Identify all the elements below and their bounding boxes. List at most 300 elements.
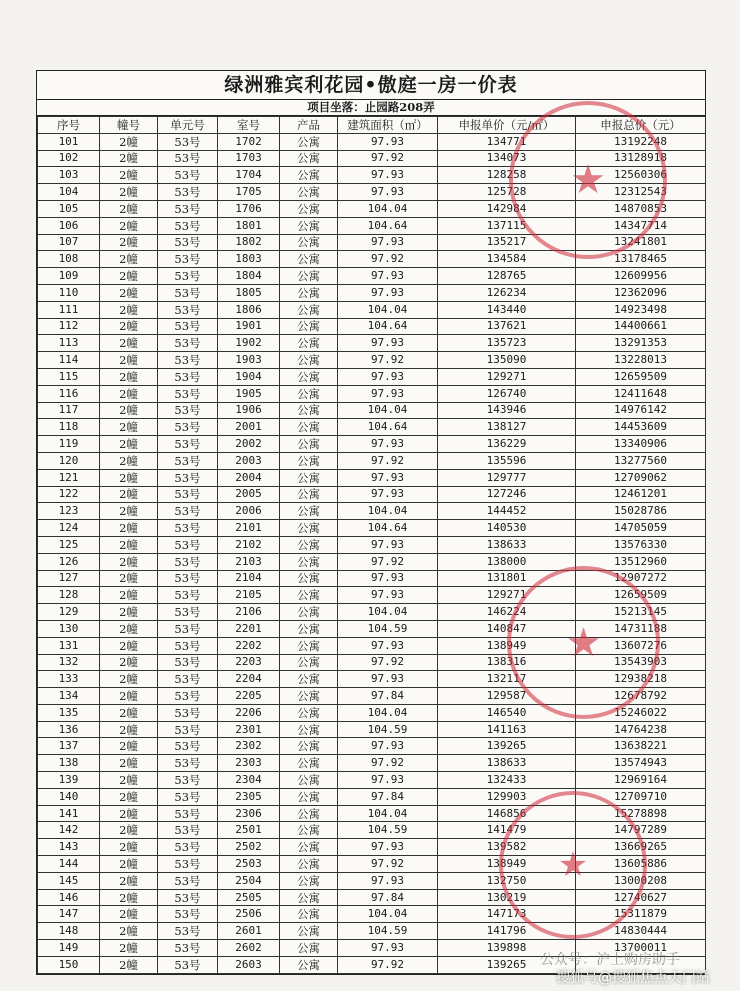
table-cell: 2幢	[100, 368, 158, 385]
table-cell: 139582	[438, 839, 576, 856]
table-cell: 1702	[218, 133, 280, 150]
table-cell: 97.93	[338, 436, 438, 453]
table-cell: 53号	[158, 251, 218, 268]
wechat-watermark: 公众号：沪上购房助手	[540, 952, 680, 968]
table-cell: 138000	[438, 553, 576, 570]
table-cell: 14797289	[576, 822, 706, 839]
table-cell: 13128918	[576, 150, 706, 167]
table-cell: 2幢	[100, 486, 158, 503]
table-cell: 12411648	[576, 385, 706, 402]
table-cell: 13192248	[576, 133, 706, 150]
table-cell: 2003	[218, 452, 280, 469]
table-cell: 53号	[158, 352, 218, 369]
table-cell: 53号	[158, 587, 218, 604]
table-cell: 公寓	[280, 301, 338, 318]
table-cell: 2幢	[100, 839, 158, 856]
table-cell: 97.93	[338, 570, 438, 587]
column-header: 序号	[38, 117, 100, 134]
table-cell: 公寓	[280, 184, 338, 201]
table-cell: 15246022	[576, 704, 706, 721]
column-header: 申报单价（元/㎡）	[438, 117, 576, 134]
table-cell: 13000208	[576, 872, 706, 889]
table-cell: 53号	[158, 284, 218, 301]
table-cell: 53号	[158, 755, 218, 772]
table-cell: 13543903	[576, 654, 706, 671]
table-cell: 2103	[218, 553, 280, 570]
table-cell: 53号	[158, 721, 218, 738]
table-cell: 公寓	[280, 368, 338, 385]
table-cell: 53号	[158, 536, 218, 553]
table-cell: 146540	[438, 704, 576, 721]
table-cell: 53号	[158, 234, 218, 251]
table-cell: 97.92	[338, 956, 438, 973]
table-row	[38, 704, 706, 721]
table-cell: 2幢	[100, 604, 158, 621]
table-cell: 1706	[218, 200, 280, 217]
table-cell: 143440	[438, 301, 576, 318]
table-cell: 127	[38, 570, 100, 587]
table-cell: 1902	[218, 335, 280, 352]
table-cell: 135	[38, 704, 100, 721]
table-cell: 104.04	[338, 503, 438, 520]
table-cell: 14347714	[576, 217, 706, 234]
table-cell: 150	[38, 956, 100, 973]
table-cell: 120	[38, 452, 100, 469]
table-cell: 公寓	[280, 436, 338, 453]
table-row	[38, 822, 706, 839]
table-cell: 104.64	[338, 318, 438, 335]
table-cell: 138316	[438, 654, 576, 671]
table-cell: 2幢	[100, 553, 158, 570]
table-cell: 141163	[438, 721, 576, 738]
table-row	[38, 721, 706, 738]
table-cell: 2504	[218, 872, 280, 889]
table-cell: 2幢	[100, 856, 158, 873]
table-cell: 97.93	[338, 839, 438, 856]
table-cell: 145	[38, 872, 100, 889]
table-row	[38, 217, 706, 234]
table-cell: 53号	[158, 956, 218, 973]
table-cell: 97.93	[338, 167, 438, 184]
table-cell: 2205	[218, 688, 280, 705]
table-cell: 2002	[218, 436, 280, 453]
table-row	[38, 251, 706, 268]
table-cell: 2幢	[100, 738, 158, 755]
seal-star-icon: ★	[570, 157, 606, 203]
table-cell: 1901	[218, 318, 280, 335]
table-cell: 2506	[218, 906, 280, 923]
table-cell: 2幢	[100, 637, 158, 654]
table-cell: 1905	[218, 385, 280, 402]
table-cell: 129587	[438, 688, 576, 705]
table-cell: 公寓	[280, 671, 338, 688]
table-cell: 146	[38, 889, 100, 906]
table-cell: 公寓	[280, 553, 338, 570]
table-cell: 53号	[158, 553, 218, 570]
table-cell: 97.92	[338, 856, 438, 873]
document-title: 绿洲雅宾利花园•傲庭一房一价表	[37, 71, 705, 100]
table-cell: 53号	[158, 704, 218, 721]
table-cell: 2幢	[100, 234, 158, 251]
table-cell: 135217	[438, 234, 576, 251]
table-cell: 2102	[218, 536, 280, 553]
table-cell: 12461201	[576, 486, 706, 503]
table-cell: 53号	[158, 486, 218, 503]
table-cell: 公寓	[280, 805, 338, 822]
table-cell: 公寓	[280, 637, 338, 654]
table-cell: 53号	[158, 452, 218, 469]
table-cell: 2幢	[100, 251, 158, 268]
table-cell: 公寓	[280, 906, 338, 923]
table-cell: 104.59	[338, 721, 438, 738]
table-cell: 130	[38, 620, 100, 637]
table-row	[38, 419, 706, 436]
table-cell: 143946	[438, 402, 576, 419]
table-row	[38, 268, 706, 285]
table-cell: 2幢	[100, 923, 158, 940]
table-cell: 12907272	[576, 570, 706, 587]
table-cell: 2301	[218, 721, 280, 738]
table-cell: 104.04	[338, 805, 438, 822]
table-cell: 123	[38, 503, 100, 520]
table-row	[38, 536, 706, 553]
table-cell: 144452	[438, 503, 576, 520]
table-cell: 53号	[158, 184, 218, 201]
table-row	[38, 587, 706, 604]
table-row	[38, 772, 706, 789]
table-cell: 147	[38, 906, 100, 923]
table-cell: 2幢	[100, 352, 158, 369]
table-cell: 1904	[218, 368, 280, 385]
table-cell: 15311879	[576, 906, 706, 923]
table-cell: 119	[38, 436, 100, 453]
table-cell: 2306	[218, 805, 280, 822]
table-cell: 2603	[218, 956, 280, 973]
table-cell: 14453609	[576, 419, 706, 436]
table-cell: 2幢	[100, 570, 158, 587]
table-cell: 128765	[438, 268, 576, 285]
table-cell: 53号	[158, 889, 218, 906]
table-cell: 141796	[438, 923, 576, 940]
table-row	[38, 301, 706, 318]
table-cell: 53号	[158, 200, 218, 217]
table-cell: 97.92	[338, 654, 438, 671]
table-row	[38, 688, 706, 705]
table-cell: 13277560	[576, 452, 706, 469]
table-cell: 15213145	[576, 604, 706, 621]
table-cell: 2幢	[100, 788, 158, 805]
table-cell: 公寓	[280, 923, 338, 940]
table-cell: 公寓	[280, 889, 338, 906]
table-row	[38, 402, 706, 419]
table-cell: 97.92	[338, 452, 438, 469]
table-cell: 2幢	[100, 906, 158, 923]
table-cell: 13241801	[576, 234, 706, 251]
table-cell: 134073	[438, 150, 576, 167]
table-cell: 12709710	[576, 788, 706, 805]
table-row	[38, 604, 706, 621]
table-cell: 14830444	[576, 923, 706, 940]
table-cell: 1802	[218, 234, 280, 251]
table-cell: 147173	[438, 906, 576, 923]
table-cell: 53号	[158, 671, 218, 688]
table-cell: 104.64	[338, 217, 438, 234]
table-row	[38, 906, 706, 923]
table-cell: 115	[38, 368, 100, 385]
table-cell: 公寓	[280, 688, 338, 705]
table-cell: 101	[38, 133, 100, 150]
table-row	[38, 856, 706, 873]
table-cell: 97.93	[338, 940, 438, 957]
table-cell: 13607276	[576, 637, 706, 654]
table-cell: 公寓	[280, 620, 338, 637]
table-cell: 111	[38, 301, 100, 318]
table-cell: 138949	[438, 856, 576, 873]
table-cell: 53号	[158, 738, 218, 755]
table-cell: 公寓	[280, 856, 338, 873]
table-cell: 13700011	[576, 940, 706, 957]
table-cell: 2302	[218, 738, 280, 755]
table-row	[38, 620, 706, 637]
table-row	[38, 872, 706, 889]
document-subtitle: 项目坐落：止园路208弄	[37, 100, 705, 116]
table-row	[38, 133, 706, 150]
table-cell: 134	[38, 688, 100, 705]
table-cell: 公寓	[280, 167, 338, 184]
table-cell: 148	[38, 923, 100, 940]
table-cell: 97.84	[338, 889, 438, 906]
table-cell: 2幢	[100, 872, 158, 889]
table-cell: 公寓	[280, 318, 338, 335]
table-cell: 2001	[218, 419, 280, 436]
table-cell: 53号	[158, 469, 218, 486]
table-cell: 132750	[438, 872, 576, 889]
table-cell: 2502	[218, 839, 280, 856]
column-header: 单元号	[158, 117, 218, 134]
table-cell: 公寓	[280, 419, 338, 436]
table-cell: 公寓	[280, 150, 338, 167]
table-cell: 12362096	[576, 284, 706, 301]
table-cell: 公寓	[280, 335, 338, 352]
table-cell: 2201	[218, 620, 280, 637]
table-cell: 15028786	[576, 503, 706, 520]
table-cell: 2幢	[100, 704, 158, 721]
table-cell: 公寓	[280, 536, 338, 553]
table-cell: 104	[38, 184, 100, 201]
table-row	[38, 469, 706, 486]
table-cell: 127246	[438, 486, 576, 503]
table-cell: 104.04	[338, 906, 438, 923]
table-cell: 136	[38, 721, 100, 738]
table-cell: 1703	[218, 150, 280, 167]
table-cell: 2幢	[100, 956, 158, 973]
table-cell: 97.93	[338, 486, 438, 503]
table-row	[38, 486, 706, 503]
table-cell: 12678792	[576, 688, 706, 705]
table-cell: 2006	[218, 503, 280, 520]
table-cell: 53号	[158, 772, 218, 789]
table-cell: 104.59	[338, 822, 438, 839]
table-cell: 129	[38, 604, 100, 621]
table-cell: 公寓	[280, 520, 338, 537]
table-row	[38, 352, 706, 369]
table-cell: 53号	[158, 150, 218, 167]
table-cell: 公寓	[280, 940, 338, 957]
table-cell: 13638221	[576, 738, 706, 755]
table-cell: 116	[38, 385, 100, 402]
table-cell: 公寓	[280, 234, 338, 251]
table-cell: 公寓	[280, 503, 338, 520]
table-cell: 13605886	[576, 856, 706, 873]
table-row	[38, 368, 706, 385]
table-cell: 2幢	[100, 889, 158, 906]
table-cell: 97.93	[338, 268, 438, 285]
table-cell: 公寓	[280, 452, 338, 469]
table-cell: 139265	[438, 956, 576, 973]
table-cell: 139898	[438, 940, 576, 957]
table-cell: 106	[38, 217, 100, 234]
table-cell: 2602	[218, 940, 280, 957]
table-cell: 公寓	[280, 385, 338, 402]
table-cell: 13228013	[576, 352, 706, 369]
table-row	[38, 738, 706, 755]
table-cell: 142	[38, 822, 100, 839]
table-cell: 1803	[218, 251, 280, 268]
price-list-document	[36, 70, 706, 975]
table-cell: 53号	[158, 368, 218, 385]
table-row	[38, 452, 706, 469]
table-cell: 公寓	[280, 704, 338, 721]
table-cell: 103	[38, 167, 100, 184]
table-cell: 107	[38, 234, 100, 251]
table-cell: 公寓	[280, 570, 338, 587]
table-cell: 2304	[218, 772, 280, 789]
table-cell: 97.93	[338, 637, 438, 654]
table-cell: 126234	[438, 284, 576, 301]
table-cell: 2幢	[100, 671, 158, 688]
table-cell: 97.92	[338, 251, 438, 268]
column-header: 建筑面积（㎡）	[338, 117, 438, 134]
table-cell: 137	[38, 738, 100, 755]
table-cell: 136229	[438, 436, 576, 453]
table-cell: 138127	[438, 419, 576, 436]
table-cell: 53号	[158, 335, 218, 352]
table-cell: 2幢	[100, 940, 158, 957]
table-cell: 110	[38, 284, 100, 301]
table-cell: 53号	[158, 923, 218, 940]
table-cell: 104.04	[338, 604, 438, 621]
table-row	[38, 184, 706, 201]
table-cell: 公寓	[280, 217, 338, 234]
table-cell: 137621	[438, 318, 576, 335]
table-cell: 12938218	[576, 671, 706, 688]
seal-star-icon: ★	[565, 619, 602, 666]
table-row	[38, 436, 706, 453]
table-cell: 2幢	[100, 150, 158, 167]
table-cell: 149	[38, 940, 100, 957]
table-cell: 97.93	[338, 234, 438, 251]
table-cell: 53号	[158, 301, 218, 318]
table-cell: 53号	[158, 940, 218, 957]
table-cell: 128258	[438, 167, 576, 184]
table-cell: 124	[38, 520, 100, 537]
table-cell: 2幢	[100, 503, 158, 520]
table-cell: 144	[38, 856, 100, 873]
table-cell: 131801	[438, 570, 576, 587]
table-cell: 53号	[158, 839, 218, 856]
table-cell: 14764238	[576, 721, 706, 738]
table-cell: 138633	[438, 755, 576, 772]
table-cell: 125	[38, 536, 100, 553]
table-cell: 2幢	[100, 520, 158, 537]
table-cell: 2004	[218, 469, 280, 486]
table-cell: 2幢	[100, 335, 158, 352]
table-cell: 公寓	[280, 788, 338, 805]
table-cell: 2幢	[100, 620, 158, 637]
table-row	[38, 839, 706, 856]
table-cell: 53号	[158, 436, 218, 453]
table-row	[38, 553, 706, 570]
table-cell: 53号	[158, 637, 218, 654]
table-cell: 104.59	[338, 620, 438, 637]
table-row	[38, 889, 706, 906]
table-cell: 97.93	[338, 184, 438, 201]
table-cell: 97.93	[338, 772, 438, 789]
table-cell: 2501	[218, 822, 280, 839]
table-cell: 14923498	[576, 301, 706, 318]
table-cell: 14870853	[576, 200, 706, 217]
table-cell: 140847	[438, 620, 576, 637]
table-cell: 2203	[218, 654, 280, 671]
table-cell: 1801	[218, 217, 280, 234]
table-cell: 53号	[158, 570, 218, 587]
table-cell: 53号	[158, 268, 218, 285]
table-cell: 53号	[158, 654, 218, 671]
table-cell: 公寓	[280, 872, 338, 889]
table-cell: 2幢	[100, 133, 158, 150]
table-cell: 2206	[218, 704, 280, 721]
table-cell: 2106	[218, 604, 280, 621]
table-row	[38, 318, 706, 335]
table-cell: 53号	[158, 856, 218, 873]
table-cell: 135596	[438, 452, 576, 469]
table-cell: 2幢	[100, 805, 158, 822]
table-cell: 138949	[438, 637, 576, 654]
table-cell: 1804	[218, 268, 280, 285]
table-row	[38, 234, 706, 251]
table-cell: 13574943	[576, 755, 706, 772]
table-row	[38, 200, 706, 217]
table-cell: 137115	[438, 217, 576, 234]
table-cell: 104.04	[338, 402, 438, 419]
table-row	[38, 637, 706, 654]
table-cell: 141	[38, 805, 100, 822]
table-cell: 12740627	[576, 889, 706, 906]
table-cell: 53号	[158, 604, 218, 621]
table-cell: 104.64	[338, 520, 438, 537]
table-cell: 2005	[218, 486, 280, 503]
table-cell: 2幢	[100, 536, 158, 553]
table-cell: 2幢	[100, 419, 158, 436]
table-cell: 12709062	[576, 469, 706, 486]
table-cell: 129777	[438, 469, 576, 486]
table-cell: 53号	[158, 133, 218, 150]
table-cell: 97.93	[338, 133, 438, 150]
table-cell: 1806	[218, 301, 280, 318]
table-cell: 53号	[158, 906, 218, 923]
table-cell: 公寓	[280, 486, 338, 503]
table-cell: 118	[38, 419, 100, 436]
